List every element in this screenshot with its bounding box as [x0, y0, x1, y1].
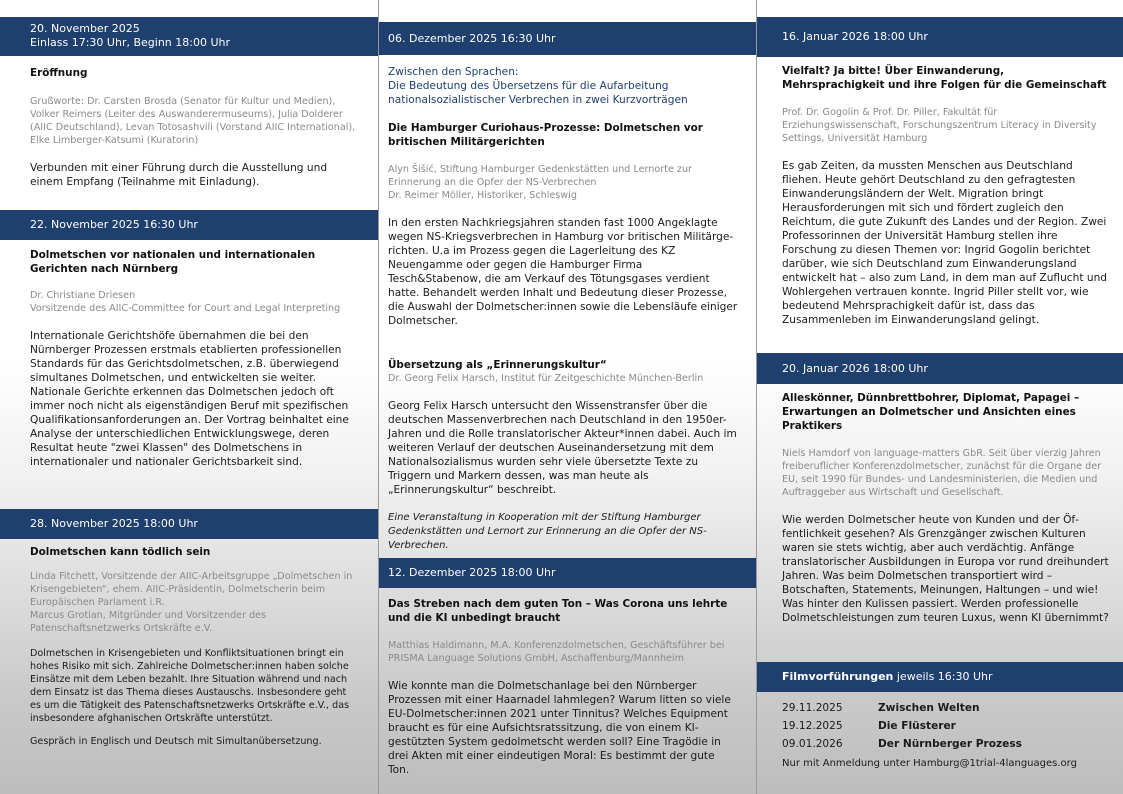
talk-speakers: Alyn Šišić, Stiftung Hamburger Gedenkstätten und Lernorte zur Erinnerung an die Opfer der NS-Verbrechen Dr. Reimer Möller, Historiker, Schleswig — [388, 164, 692, 201]
event-title: Alleskönner, Dünnbrettbohrer, Diplomat, Papagei – Erwartungen an Dolmetscher und Ansichten eines Praktikers — [782, 392, 1080, 432]
event-title: Dolmetschen kann tödlich sein — [30, 546, 211, 558]
event-date-bar — [379, 558, 756, 588]
event-description: Dolmetschen in Krisengebieten und Konfliktsituationen bringt ein hohes Risiko mit sich. Zahlreiche Dolmetscher:innen haben solche Einsätze mit dem Leben bezahlt. Ihre Situation während und nach dem Einsatz ist das Thema dieses Austauschs. Insbesondere geht es um die Tätigkeit des Patenschaftsnetzwerks Ortskräfte e.V., das insbesondere afghanischen Ortskräfte unterstützt. — [30, 648, 350, 724]
event-title: Vielfalt? Ja bitte! Über Einwanderung, Mehrsprachigkeit und ihre Folgen für die Gemeinschaft — [782, 65, 1107, 91]
films-heading: Filmvorführungen — [782, 670, 894, 683]
event-date: 20. Januar 2026 18:00 Uhr — [782, 362, 928, 375]
film-date: 19.12.2025 — [782, 720, 843, 732]
event-description: Wie konnte man die Dolmetschanlage bei den Nürnberger Prozessen mit einer Haarnadel lahmlegen? Warum litten so viele EU-Dolmetscher:innen 2021 unter Tinnitus? Welches Equipment braucht es für eine Aufsichtsratssitzung, die von einem KI-gestützten System gedolmetscht werden soll? Eine Tragödie in drei Akten mit einer eindeutigen Moral: Es bestimmt der gute Ton. — [388, 680, 731, 776]
event-note: Gespräch in Englisch und Deutsch mit Simultanübersetzung. — [30, 736, 322, 747]
event-date: 22. November 2025 16:30 Uhr — [30, 218, 198, 231]
event-speakers: Dr. Christiane Driesen Vorsitzende des AIIC-Committee for Court and Legal Interpreting — [30, 290, 341, 314]
event-block — [782, 64, 1109, 327]
event-block — [388, 65, 738, 553]
film-title: Zwischen Welten — [878, 702, 980, 714]
event-time: Einlass 17:30 Uhr, Beginn 18:00 Uhr — [30, 36, 231, 49]
film-date: 09.01.2026 — [782, 738, 843, 750]
film-title: Die Flüsterer — [878, 720, 956, 732]
talk-title: Die Hamburger Curiohaus-Prozesse: Dolmetschen vor britischen Militärgerichten — [388, 122, 703, 148]
column-3 — [757, 0, 1123, 794]
cooperation-note: Eine Veranstaltung in Kooperation mit der Stiftung Hamburger Gedenkstätten und Lernort zur Erinnerung an die Opfer der NS-Verbrechen. — [388, 512, 707, 551]
event-speakers: Matthias Haldimann, M.A. Konferenzdolmetschen, Geschäftsführer bei PRISMA Language Solutions GmbH, Aschaffenburg/Mannheim — [388, 640, 725, 664]
event-date-bar — [379, 22, 756, 55]
talk-description: In den ersten Nachkriegsjahren standen fast 1000 Angeklagte wegen NS-Kriegsverbrechen in Hamburg vor britischen Militärgerichten. U.a im Prozess gegen die Lagerleitung des KZ Neuengamme oder gegen die Hamburger Firma Tesch&Stabenow, die am Verkauf des Tötungsgases verdient hatte. Behandelt werden Inhalt und Bedeutung dieser Prozesse, die Auswahl der Dolmetscher:innen sowie die Lebensläufe einiger Dolmetscher. — [388, 217, 738, 327]
event-block — [782, 391, 1109, 625]
event-description: Internationale Gerichtshöfe übernahmen die bei den Nürnberger Prozessen erstmals etablierten professionellen Standards für das Gerichtsdolmetschen, z.B. überwiegend simultanes Dolmetschen, und entwickelten sie weiter. Nationale Gerichte erkennen das Dolmetschen jedoch oft immer noch nicht als eigenständigen Beruf mit spezifischen Qualifikationsanforderungen an. Der Vortrag beinhaltet eine Analyse der unterschiedlichen Entwicklungswege, deren Resultat heute "zwei Klassen" des Dolmetschens in internationaler und nationaler Gerichtsbarkeit sind. — [30, 330, 349, 468]
film-row — [782, 717, 1109, 735]
event-speakers: Prof. Dr. Gogolin & Prof. Dr. Piller, Fakultät für Erziehungswissenschaft, Forschungszentrum Literacy in Diversity Settings, Universität Hamburg — [782, 107, 1097, 144]
film-row — [782, 699, 1109, 717]
event-date-bar — [0, 509, 378, 539]
film-date: 29.11.2025 — [782, 702, 843, 714]
films-list — [782, 699, 1109, 770]
films-heading-time: jeweils 16:30 Uhr — [893, 670, 993, 683]
event-date: 20. November 2025 — [30, 22, 140, 35]
event-date-bar — [0, 210, 378, 240]
event-title: Dolmetschen vor nationalen und internationalen Gerichten nach Nürnberg — [30, 249, 316, 275]
event-date: 16. Januar 2026 18:00 Uhr — [782, 30, 928, 43]
films-header-bar — [757, 662, 1123, 692]
event-description: Es gab Zeiten, da mussten Menschen aus Deutschland fliehen. Heute gehört Deutschland zu den gefragtesten Einwanderungsländern der Welt. Migration bringt Herausforderungen mit sich und fördert zugleich den Reichtum, die gute Zukunft des Landes und der Region. Zwei Professorinnen der Universität Hamburg stellen ihre Forschung zu diesen Themen vor: Ingrid Gogolin berichtet darüber, wie sich Deutschland zum Einwanderungsland entwickelt hat – also zum Land, in dem man auf Zuflucht und Wohlergehen vertrauen konnte. Ingrid Piller stellt vor, wie bedeutend Mehrsprachigkeit dafür ist, dass das Zusammenleben im Einwanderungsland gelingt. — [782, 160, 1108, 326]
event-block — [30, 545, 360, 748]
event-speakers: Linda Fitchett, Vorsitzende der AIIC-Arbeitsgruppe „Dolmetschen in Krisengebieten“, ehem. AIIC-Präsidentin, Dolmetscherin beim Europäischen Parlament i.R. Marcus Grotian, Mitgründer und Vorsitzender des Patenschaftsnetzwerks Ortskräfte e.V. — [30, 571, 353, 634]
talk-title: Übersetzung als „Erinnerungskultur“ — [388, 359, 607, 371]
event-speakers: Niels Hamdorf von language-matters GbR. Seit über vierzig Jahren freiberuflicher Konferenzdolmetscher, zunächst für die Organe der EU, seit 1990 für Bundes- und Landesministerien, die Medien und Auftraggeber aus Wirtschaft und Gesellschaft. — [782, 448, 1102, 498]
film-title: Der Nürnberger Prozess — [878, 738, 1022, 750]
event-date: 28. November 2025 18:00 Uhr — [30, 517, 198, 530]
event-description: Wie werden Dolmetscher heute von Kunden und der Öffentlichkeit gesehen? Als Grenzgänger zwischen Kulturen waren sie stets wichtig, aber auch verdächtig. Anfänge translatorischer Ausbildungen in Europa vor rund dreihundert Jahren. Was beim Dolmetschen transportiert wird – Botschaften, Statements, Meinungen, Haltungen – und wie! Was hinter den Kulissen passiert. Werden professionelle Dolmetschleistungen zum teuren Luxus, wenn KI übernimmt? — [782, 514, 1109, 624]
film-row — [782, 735, 1109, 753]
registration-note: Nur mit Anmeldung unter Hamburg@1trial-4languages.org — [782, 758, 1077, 769]
column-1 — [0, 0, 378, 794]
event-date: 06. Dezember 2025 16:30 Uhr — [388, 32, 556, 45]
talk-speakers: Dr. Georg Felix Harsch, Institut für Zeitgeschichte München-Berlin — [388, 373, 704, 384]
event-description: Verbunden mit einer Führung durch die Ausstellung und einem Empfang (Teilnahme mit Einladung). — [30, 162, 328, 188]
event-date-bar — [0, 17, 378, 56]
event-date: 12. Dezember 2025 18:00 Uhr — [388, 566, 556, 579]
series-subtitle: Die Bedeutung des Übersetzens für die Aufarbeitung nationalsozialistischer Verbrechen in zwei Kurzvorträgen — [388, 80, 688, 106]
event-title: Das Streben nach dem guten Ton – Was Corona uns lehrte und die KI unbedingt braucht — [388, 598, 728, 624]
talk-description: Georg Felix Harsch untersucht den Wissenstransfer über die deutschen Massenverbrechen nach Deutschland in den 1950er-Jahren und die Rolle translatorischer Akteur*innen dabei. Auch im weiteren Verlauf der deutschen Auseinandersetzung mit dem Nationalsozialismus wurden sehr viele übersetzte Texte zu Triggern und Markern dessen, was man heute als „Erinnerungskultur“ beschreibt. — [388, 400, 737, 496]
event-title: Eröffnung — [30, 67, 88, 79]
event-date-bar — [757, 353, 1123, 384]
event-block — [30, 66, 360, 189]
event-block — [388, 597, 738, 777]
event-date-bar — [757, 17, 1123, 57]
column-2 — [379, 0, 756, 794]
event-block — [30, 248, 360, 469]
event-speakers: Grußworte: Dr. Carsten Brosda (Senator für Kultur und Medien), Volker Reimers (Leiter des Auswanderermuseums), Julia Dolderer (AIIC Deutschland), Levan Totosashvili (Vorstand AIIC International), Elke Limberger-Katsumi (Kuratorin) — [30, 96, 356, 146]
series-title: Zwischen den Sprachen: — [388, 66, 519, 78]
